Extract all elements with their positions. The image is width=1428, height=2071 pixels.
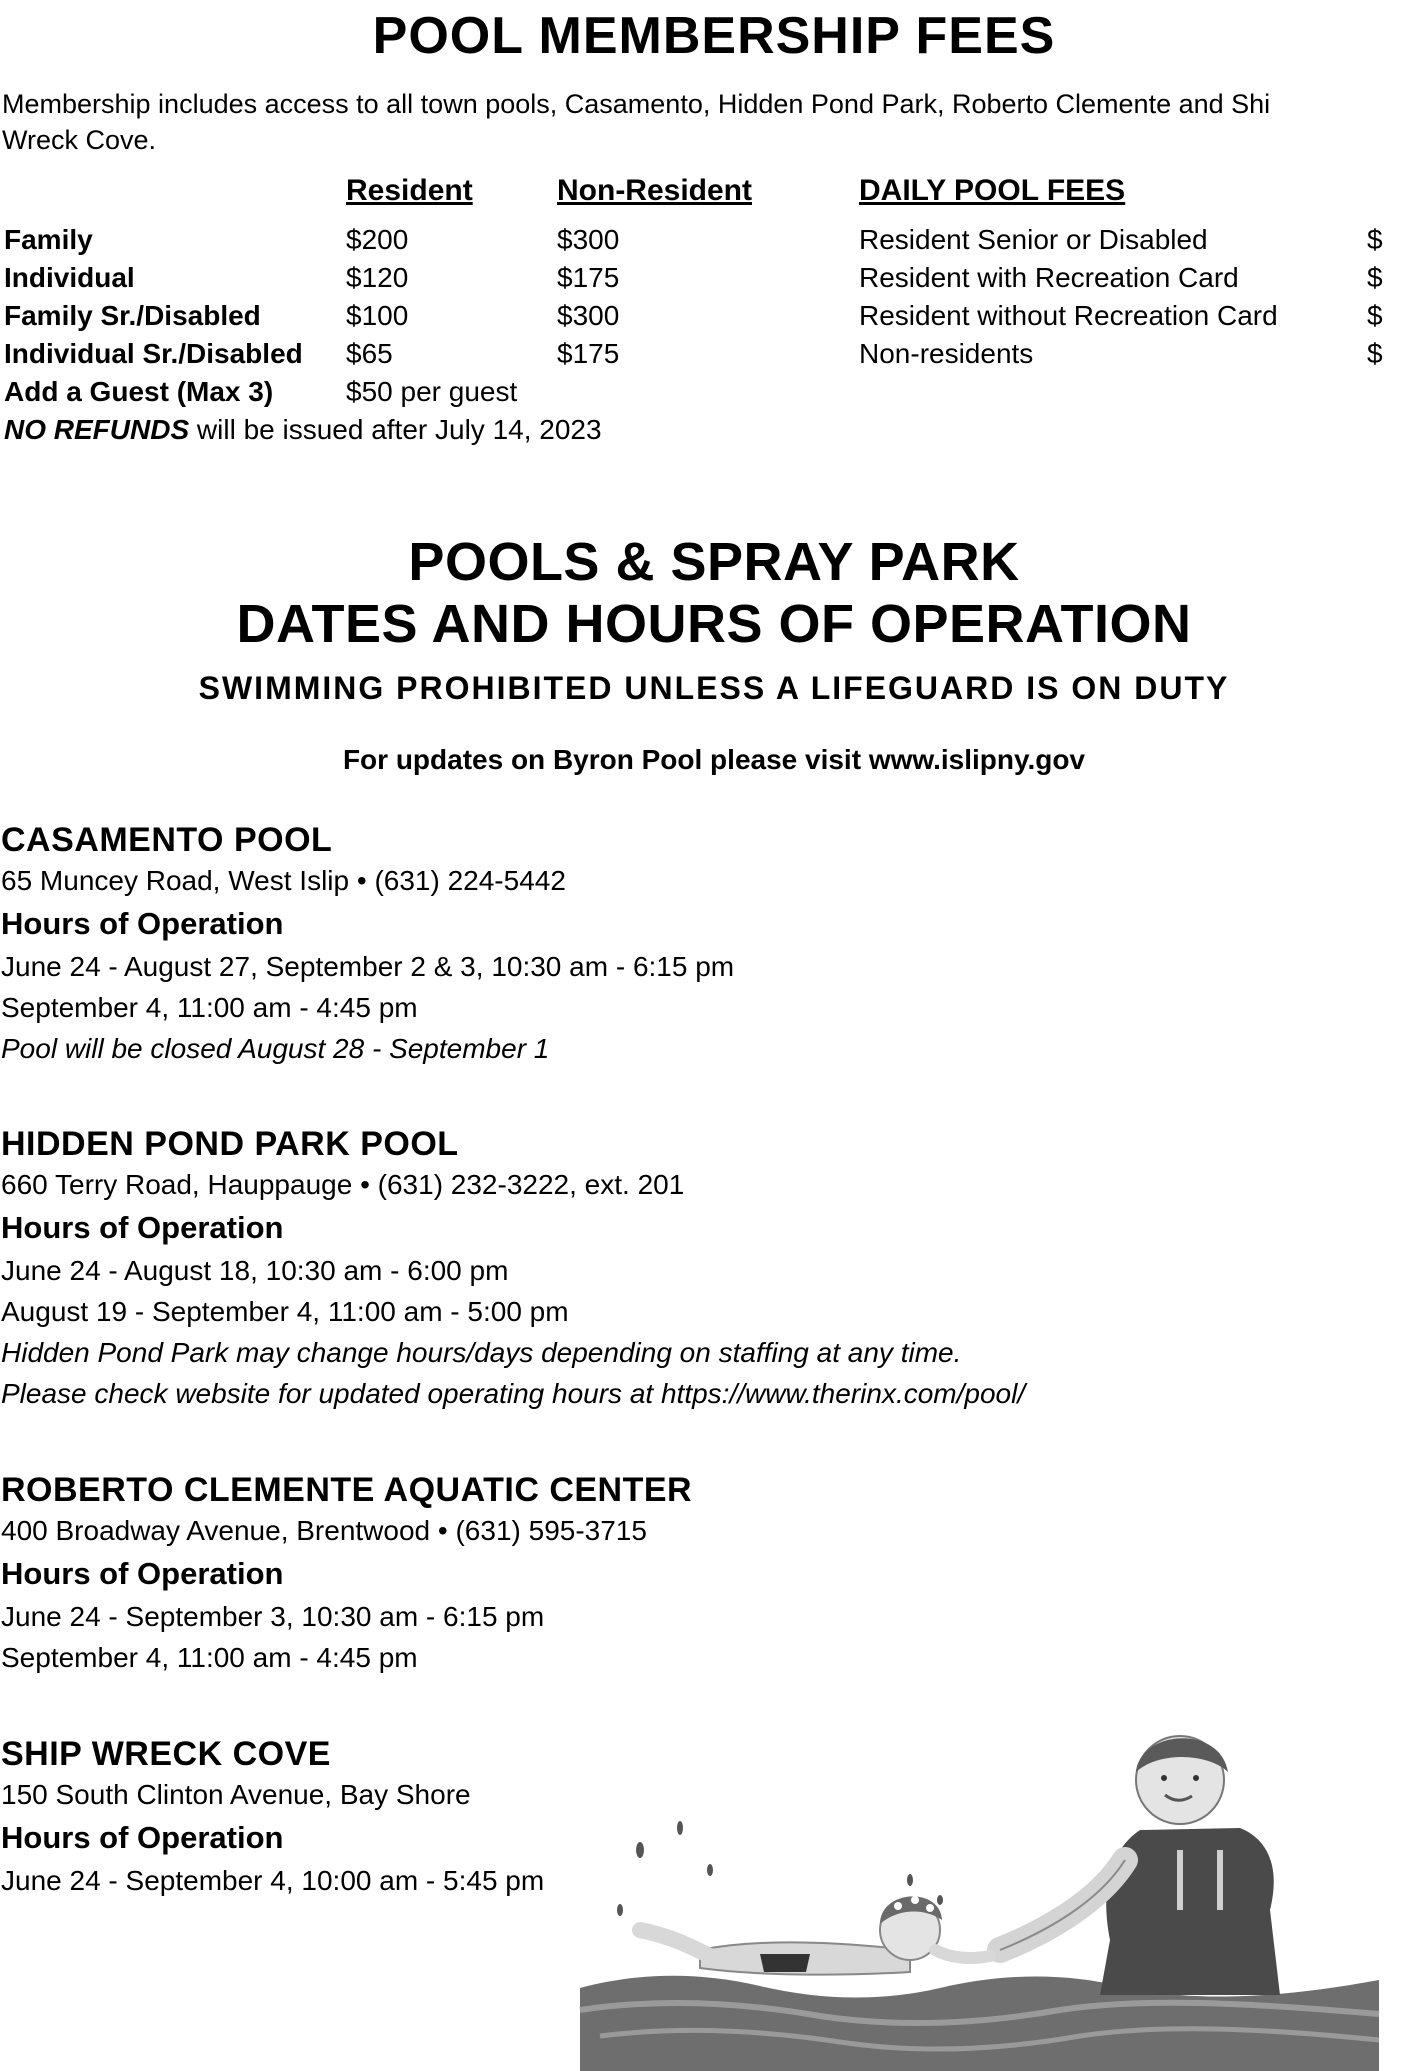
daily-fee-value: $ xyxy=(1367,262,1383,293)
refund-notice-bold: NO REFUNDS xyxy=(4,414,190,445)
guest-label: Add a Guest (Max 3) xyxy=(4,376,274,407)
lifeguard-warning: SWIMMING PROHIBITED UNLESS A LIFEGUARD IS ON DUTY xyxy=(198,670,1230,706)
pool-address: 65 Muncey Road, West Islip • (631) 224-5442 xyxy=(1,865,566,896)
hours-label: Hours of Operation xyxy=(1,1820,284,1855)
hours-line: June 24 - September 4, 10:00 am - 5:45 pm xyxy=(1,1865,545,1896)
daily-fee-value: $ xyxy=(1367,224,1383,255)
fee-row-nonresident: $300 xyxy=(557,300,620,331)
fee-row-nonresident: $300 xyxy=(557,224,620,255)
pool-casamento xyxy=(1,818,1301,1069)
hours-line: September 4, 11:00 am - 4:45 pm xyxy=(1,992,418,1023)
hours-title-line1: POOLS & SPRAY PARK xyxy=(408,532,1020,592)
fee-row-resident: $100 xyxy=(346,300,409,331)
hours-label: Hours of Operation xyxy=(1,906,284,941)
swimming-lesson-illustration xyxy=(580,1710,1379,2071)
fee-row-resident: $120 xyxy=(346,262,409,293)
pool-address: 400 Broadway Avenue, Brentwood • (631) 595-3715 xyxy=(1,1515,647,1546)
membership-intro-line2: Wreck Cove. xyxy=(2,125,157,155)
pool-address: 150 South Clinton Avenue, Bay Shore xyxy=(1,1779,471,1810)
daily-fee-value: $ xyxy=(1367,338,1383,369)
col-header-nonresident: Non-Resident xyxy=(557,174,752,207)
byron-pool-update: For updates on Byron Pool please visit www.islipny.gov xyxy=(342,744,1086,775)
hours-note: Please check website for updated operating hours at https://www.therinx.com/pool/ xyxy=(1,1378,1026,1409)
pool-roberto-clemente xyxy=(1,1468,1301,1678)
hours-label: Hours of Operation xyxy=(1,1210,284,1245)
membership-fees-title: POOL MEMBERSHIP FEES xyxy=(372,7,1056,65)
pool-name: CASAMENTO POOL xyxy=(1,821,333,859)
hours-line: June 24 - September 3, 10:30 am - 6:15 pm xyxy=(1,1601,545,1632)
daily-fee-label: Resident with Recreation Card xyxy=(859,262,1239,293)
fee-row-resident: $65 xyxy=(346,338,393,369)
hours-label: Hours of Operation xyxy=(1,1556,284,1591)
membership-intro xyxy=(2,86,1402,158)
fee-row-label: Family xyxy=(4,224,93,255)
hours-line: June 24 - August 18, 10:30 am - 6:00 pm xyxy=(1,1255,509,1286)
daily-fee-label: Non-residents xyxy=(859,338,1034,369)
pool-name: ROBERTO CLEMENTE AQUATIC CENTER xyxy=(1,1471,693,1509)
hours-note: Pool will be closed August 28 - September 1 xyxy=(1,1033,550,1064)
pool-name: HIDDEN POND PARK POOL xyxy=(1,1125,459,1163)
refund-notice-rest: will be issued after July 14, 2023 xyxy=(189,414,602,445)
daily-fee-label: Resident Senior or Disabled xyxy=(859,224,1208,255)
daily-fee-value: $ xyxy=(1367,300,1383,331)
fee-row-nonresident: $175 xyxy=(557,338,620,369)
hours-line: September 4, 11:00 am - 4:45 pm xyxy=(1,1642,418,1673)
refund-notice xyxy=(4,411,602,449)
pool-name: SHIP WRECK COVE xyxy=(1,1735,331,1773)
membership-intro-line1: Membership includes access to all town pools, Casamento, Hidden Pond Park, Roberto Clemente and Shi xyxy=(2,89,1271,119)
fee-row-label: Individual Sr./Disabled xyxy=(4,338,303,369)
fee-row-label: Family Sr./Disabled xyxy=(4,300,261,331)
daily-fees-header: DAILY POOL FEES xyxy=(859,174,1126,207)
pool-hidden-pond xyxy=(1,1122,1301,1414)
hours-line: June 24 - August 27, September 2 & 3, 10:30 am - 6:15 pm xyxy=(1,951,735,982)
daily-fee-label: Resident without Recreation Card xyxy=(859,300,1278,331)
fee-row-nonresident: $175 xyxy=(557,262,620,293)
col-header-resident: Resident xyxy=(346,174,473,207)
fee-row-label: Individual xyxy=(4,262,135,293)
pool-address: 660 Terry Road, Hauppauge • (631) 232-3222, ext. 201 xyxy=(1,1169,685,1200)
hours-title-line2: DATES AND HOURS OF OPERATION xyxy=(236,594,1192,654)
fee-row-resident: $200 xyxy=(346,224,409,255)
hours-line: August 19 - September 4, 11:00 am - 5:00 pm xyxy=(1,1296,569,1327)
guest-value: $50 per guest xyxy=(346,376,518,407)
hours-note: Hidden Pond Park may change hours/days depending on staffing at any time. xyxy=(1,1337,962,1368)
